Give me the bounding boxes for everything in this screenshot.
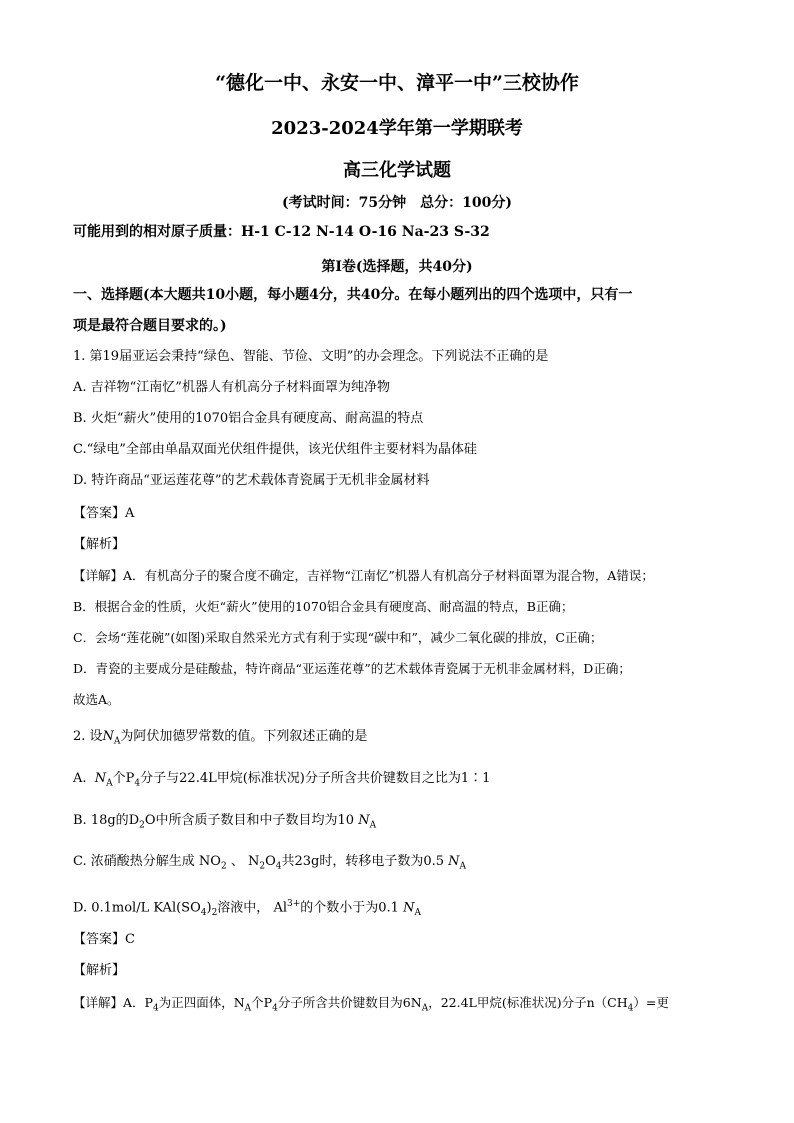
no2-subscript: 2 bbox=[220, 861, 227, 872]
p4-subscript: 4 bbox=[134, 778, 141, 789]
q2-detail-sub-4: A bbox=[421, 1003, 429, 1014]
q1-option-c: C.“绿电”全部由单晶双面光伏组件提供，该光伏组件主要材料为晶体硅 bbox=[73, 442, 477, 457]
q1-option-a: A. 吉祥物“江南忆”机器人有机高分子材料面罩为纯净物 bbox=[73, 380, 390, 395]
q1-option-b: B. 火炬“薪火”使用的1070铝合金具有硬度高、耐高温的特点 bbox=[73, 411, 424, 426]
no2-formula: NO bbox=[198, 854, 221, 869]
q2-stem bbox=[73, 728, 367, 751]
q1-analysis: 【解析】 bbox=[73, 537, 126, 552]
q2-detail bbox=[73, 994, 669, 1018]
q2-option-a-mid: 个P bbox=[112, 771, 135, 786]
atomic-masses: 可能用到的相对原子质量：H-1 C-12 N-14 O-16 Na-23 S-32 bbox=[73, 224, 490, 240]
title-schools: “德化一中、永安一中、漳平一中”三校协作 bbox=[215, 72, 579, 94]
q2-stem-post: 为阿伏加德罗常数的值。下列叙述正确的是 bbox=[120, 729, 368, 744]
q2-detail-mid-4: ，22.4L甲烷(标准状况)分子n（CH bbox=[428, 995, 628, 1010]
q2-analysis: 【解析】 bbox=[73, 963, 126, 978]
q2-option-a-post: 分子与22.4L甲烷(标准状况)分子所含共价键数目之比为1∶1 bbox=[140, 771, 491, 786]
kal-close: ) bbox=[206, 900, 212, 916]
exam-info: (考试时间：75分钟 总分：100分) bbox=[282, 195, 512, 211]
q2-detail-pre: 【详解】A．P bbox=[73, 995, 153, 1010]
volume-heading: 第I卷(选择题，共40分) bbox=[321, 259, 473, 275]
na-subscript: A bbox=[369, 820, 377, 831]
q2-detail-mid-2: 个P bbox=[251, 995, 273, 1010]
al-charge: 3+ bbox=[287, 899, 301, 909]
q1-detail-5: 故选A。 bbox=[73, 692, 120, 707]
q1-answer: 【答案】A bbox=[73, 506, 135, 521]
q1-detail-2: B．根据合金的性质，火炬“薪火”使用的1070铝合金具有硬度高、耐高温的特点，B正确； bbox=[73, 599, 574, 614]
kal-subscript: 2 bbox=[211, 907, 218, 918]
na-subscript: A bbox=[106, 778, 113, 789]
q1-detail-3: C．会场“莲花碗”(如图)采取自然采光方式有利于实现“碳中和”，减少二氧化碳的排放，C正确； bbox=[73, 630, 603, 645]
q2-option-d bbox=[73, 895, 421, 922]
d2o-o: O bbox=[144, 813, 156, 828]
so4-subscript: 4 bbox=[200, 907, 207, 918]
na-symbol: N bbox=[358, 813, 370, 828]
na-symbol: N bbox=[448, 854, 460, 869]
al-symbol: Al bbox=[273, 900, 287, 916]
q2-detail-sub-3: 4 bbox=[272, 1003, 278, 1014]
q2-answer: 【答案】C bbox=[73, 932, 135, 947]
na-symbol: N bbox=[94, 771, 107, 786]
q2-detail-sub-5: 4 bbox=[627, 1003, 634, 1014]
q2-option-a bbox=[73, 770, 490, 793]
q2-option-d-post: 的个数小于为0.1 bbox=[300, 900, 399, 916]
q1-detail-4: D．青瓷的主要成分是硅酸盐，特许商品“亚运莲花尊”的艺术载体青瓷属于无机非金属材料，D正确； bbox=[73, 661, 631, 676]
section-heading-line2: 项是最符合题目要求的。) bbox=[73, 318, 227, 334]
q2-option-c-pre: C. 浓硝酸热分解生成 bbox=[73, 854, 195, 869]
q1-stem: 1. 第19届亚运会秉持“绿色、智能、节俭、文明”的办会理念。下列说法不正确的是 bbox=[73, 349, 549, 364]
q2-option-d-pre: D. 0.1mol/L bbox=[73, 900, 150, 916]
na-symbol: N bbox=[102, 729, 114, 744]
q2-option-b-pre: B. 18g的 bbox=[73, 813, 129, 828]
formula-separator: 、 bbox=[230, 854, 244, 869]
q2-detail-post: ）=更 bbox=[633, 995, 669, 1010]
q2-stem-pre: 2. 设 bbox=[73, 729, 103, 744]
n2o4-o: O bbox=[265, 854, 276, 869]
na-subscript: A bbox=[414, 907, 421, 918]
n2o4-n: N bbox=[247, 854, 260, 869]
kal-formula: KAl(SO bbox=[153, 900, 201, 916]
q2-option-a-label: A. bbox=[73, 771, 87, 786]
q2-option-d-mid: 溶液中， bbox=[217, 900, 270, 916]
title-term: 2023-2024学年第一学期联考 bbox=[271, 118, 523, 139]
na-subscript: A bbox=[459, 861, 467, 872]
section-heading-line1: 一、选择题(本大题共10小题，每小题4分，共40分。在每小题列出的四个选项中，只有一 bbox=[73, 287, 633, 303]
q2-option-c-post: 共23g时，转移电子数为0.5 bbox=[281, 854, 445, 869]
n2o4-subscript-2: 4 bbox=[275, 861, 282, 872]
q2-detail-mid-1: 为正四面体，N bbox=[158, 995, 245, 1010]
n2o4-subscript-1: 2 bbox=[259, 861, 266, 872]
q1-detail-1: 【详解】A．有机高分子的聚合度不确定，吉祥物“江南忆”机器人有机高分子材料面罩为混合物，A错误； bbox=[73, 568, 654, 583]
q2-option-c bbox=[73, 853, 466, 876]
q2-detail-sub-1: 4 bbox=[152, 1003, 159, 1014]
q2-detail-sub-2: A bbox=[244, 1003, 252, 1014]
title-subject: 高三化学试题 bbox=[343, 160, 451, 181]
q1-option-d: D. 特许商品“亚运莲花尊”的艺术载体青瓷属于无机非金属材料 bbox=[73, 473, 430, 488]
q2-option-b bbox=[73, 812, 376, 835]
q2-detail-mid-3: 分子所含共价键数目为6N bbox=[277, 995, 422, 1010]
na-symbol: N bbox=[403, 900, 415, 916]
d2o-subscript: 2 bbox=[139, 820, 145, 831]
na-subscript: A bbox=[113, 736, 121, 747]
q2-option-b-post: 中所含质子数目和中子数目均为10 bbox=[155, 813, 355, 828]
d2o-d: D bbox=[128, 813, 140, 828]
